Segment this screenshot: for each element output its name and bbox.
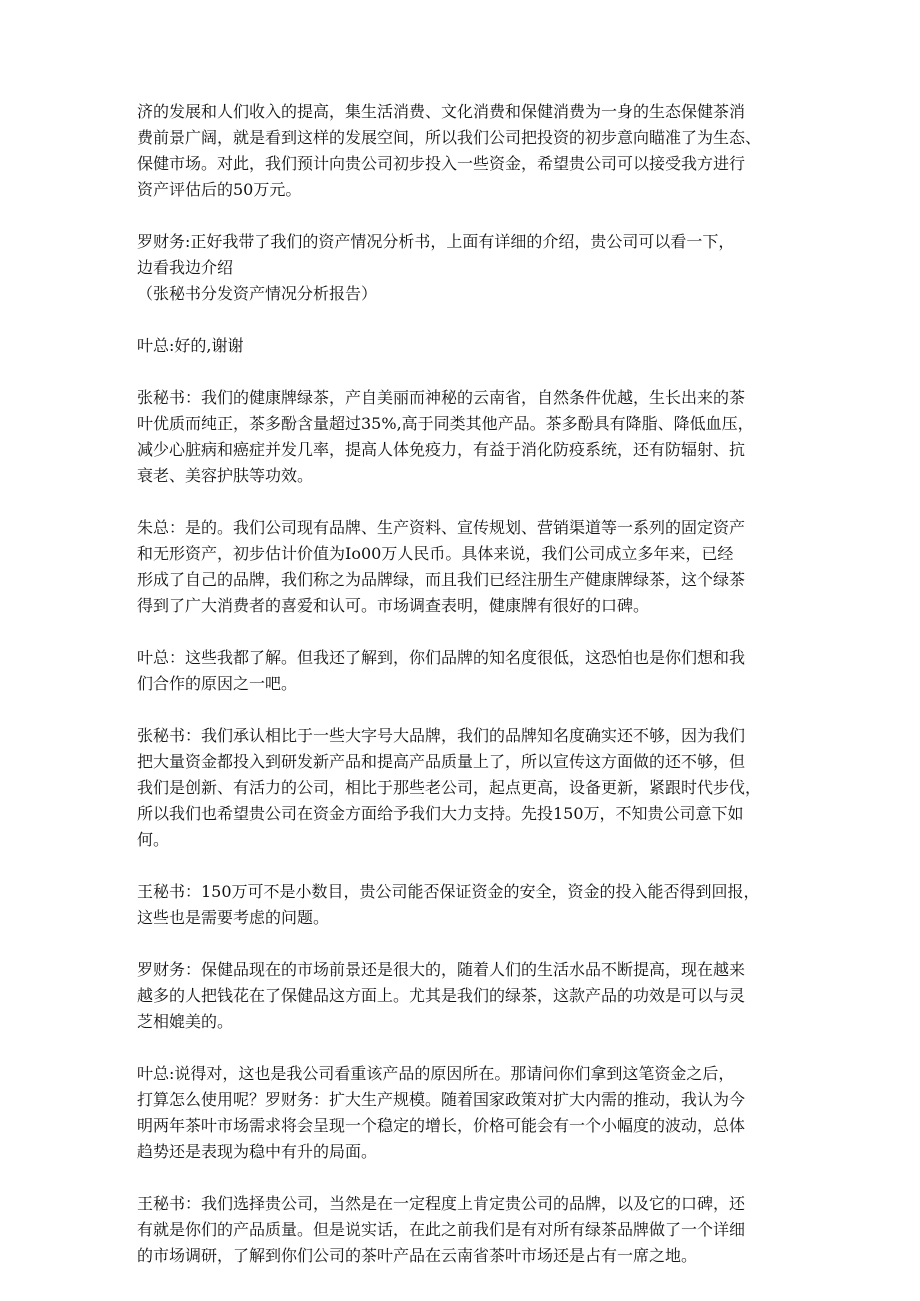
text-line: 芝相媲美的。 <box>137 1012 234 1031</box>
paragraph-ye-3 <box>137 1061 787 1165</box>
text-line: 的市场调研，了解到你们公司的茶叶产品在云南省茶叶市场还是占有一席之地。 <box>137 1246 698 1265</box>
text-line: 资产评估后的50万元。 <box>137 180 302 199</box>
text-line: 我们是创新、有活力的公司，相比于那些老公司，起点更高，设备更新，紧跟时代步伐， <box>137 778 762 797</box>
text-line: 和无形资产，初步估计价值为Io00万人民币。具体来说，我们公司成立多年来，已经 <box>137 544 734 563</box>
text-line: 叶总:说得对，这也是我公司看重该产品的原因所在。那请问你们拿到这笔资金之后， <box>137 1064 735 1083</box>
text-line: 所以我们也希望贵公司在资金方面给予我们大力支持。先投150万，不知贵公司意下如 <box>137 804 744 823</box>
text-line: 衰老、美容护肤等功效。 <box>137 466 314 485</box>
text-line: 明两年茶叶市场需求将会呈现一个稳定的增长，价格可能会有一个小幅度的波动，总体 <box>137 1116 746 1135</box>
text-line: 得到了广大消费者的喜爱和认可。市场调查表明，健康牌有很好的口碑。 <box>137 596 650 615</box>
paragraph-luo-finance-2 <box>137 957 787 1035</box>
text-line: 济的发展和人们收入的提高，集生活消费、文化消费和保健消费为一身的生态保健茶消 <box>137 102 746 121</box>
text-line: 边看我边介绍 <box>137 258 234 277</box>
text-line: 王秘书：我们选择贵公司，当然是在一定程度上肯定贵公司的品牌，以及它的口碑，还 <box>137 1194 746 1213</box>
paragraph-zhang-secretary-1 <box>137 385 787 489</box>
text-line: 张秘书：我们的健康牌绿茶，产自美丽而神秘的云南省，自然条件优越，生长出来的茶 <box>137 388 746 407</box>
paragraph-intro-continuation <box>137 99 787 203</box>
document-page <box>137 99 787 1295</box>
paragraph-ye-2 <box>137 645 787 697</box>
paragraph-ye-1 <box>137 333 787 359</box>
text-line: 保健市场。对此，我们预计向贵公司初步投入一些资金，希望贵公司可以接受我方进行 <box>137 154 746 173</box>
text-line: 费前景广阔，就是看到这样的发展空间，所以我们公司把投资的初步意向瞄准了为生态、 <box>137 128 762 147</box>
paragraph-zhu-1 <box>137 515 787 619</box>
text-line: 叶总:好的,谢谢 <box>137 336 244 355</box>
paragraph-wang-secretary-1 <box>137 879 787 931</box>
text-line: 打算怎么使用呢？罗财务：扩大生产规模。随着国家政策对扩大内需的推动，我认为今 <box>137 1090 746 1109</box>
text-line: 何。 <box>137 830 170 849</box>
text-line: 趋势还是表现为稳中有升的局面。 <box>137 1142 378 1161</box>
text-line: 减少心脏病和癌症并发几率，提高人体免疫力，有益于消化防疫系统，还有防辐射、抗 <box>137 440 746 459</box>
text-line: 们合作的原因之一吧。 <box>137 674 298 693</box>
stage-direction: （张秘书分发资产情况分析报告） <box>137 284 378 303</box>
text-line: 叶优质而纯正，茶多酚含量超过35%,高于同类其他产品。茶多酚具有降脂、降低血压， <box>137 414 754 433</box>
text-line: 叶总：这些我都了解。但我还了解到，你们品牌的知名度很低，这恐怕也是你们想和我 <box>137 648 746 667</box>
text-line: 越多的人把钱花在了保健品这方面上。尤其是我们的绿茶，这款产品的功效是可以与灵 <box>137 986 746 1005</box>
paragraph-luo-finance-1 <box>137 229 787 307</box>
text-line: 把大量资金都投入到研发新产品和提高产品质量上了，所以宣传这方面做的还不够，但 <box>137 752 746 771</box>
text-line: 王秘书：150万可不是小数目，贵公司能否保证资金的安全，资金的投入能否得到回报， <box>137 882 760 901</box>
text-line: 朱总：是的。我们公司现有品牌、生产资料、宣传规划、营销渠道等一系列的固定资产 <box>137 518 746 537</box>
text-line: 这些也是需要考虑的问题。 <box>137 908 330 927</box>
text-line: 罗财务:正好我带了我们的资产情况分析书，上面有详细的介绍，贵公司可以看一下， <box>137 232 735 251</box>
text-line: 有就是你们的产品质量。但是说实话，在此之前我们是有对所有绿茶品牌做了一个详细 <box>137 1220 746 1239</box>
text-line: 形成了自己的品牌，我们称之为品牌绿，而且我们已经注册生产健康牌绿茶，这个绿茶 <box>137 570 746 589</box>
text-line: 罗财务：保健品现在的市场前景还是很大的，随着人们的生活水品不断提高，现在越来 <box>137 960 746 979</box>
paragraph-zhang-secretary-2 <box>137 723 787 853</box>
text-line: 张秘书：我们承认相比于一些大字号大品牌，我们的品牌知名度确实还不够，因为我们 <box>137 726 746 745</box>
paragraph-wang-secretary-2 <box>137 1191 787 1269</box>
